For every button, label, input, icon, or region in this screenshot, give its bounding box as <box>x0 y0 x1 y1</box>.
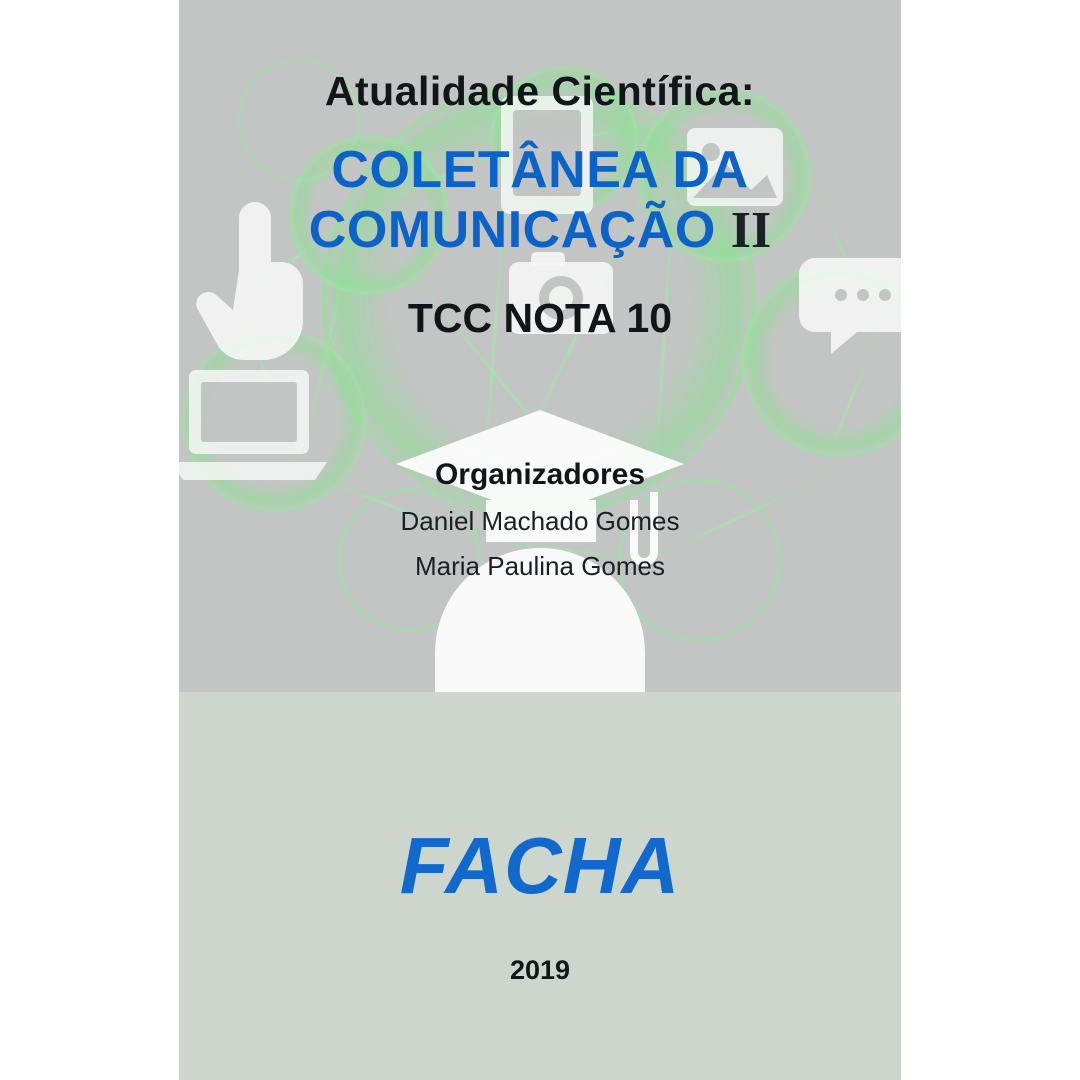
organizer-name: Daniel Machado Gomes <box>400 505 680 536</box>
organizer-name: Maria Paulina Gomes <box>415 550 665 581</box>
book-cover <box>179 0 901 1080</box>
publisher-name: FACHA <box>399 821 681 910</box>
cover-title <box>179 141 901 261</box>
cover-subtitle: TCC NOTA 10 <box>407 294 673 341</box>
cover-kicker: Atualidade Científica: <box>324 68 756 114</box>
cover-title-line2: COMUNICAÇÃO <box>308 200 716 259</box>
cover-title-line1: COLETÂNEA DA <box>331 141 749 199</box>
cover-illustration <box>179 0 901 692</box>
cover-text-block <box>179 0 901 582</box>
cover-title-volume: II <box>730 201 772 259</box>
publication-year: 2019 <box>509 955 571 985</box>
organizers-label: Organizadores <box>434 457 646 491</box>
